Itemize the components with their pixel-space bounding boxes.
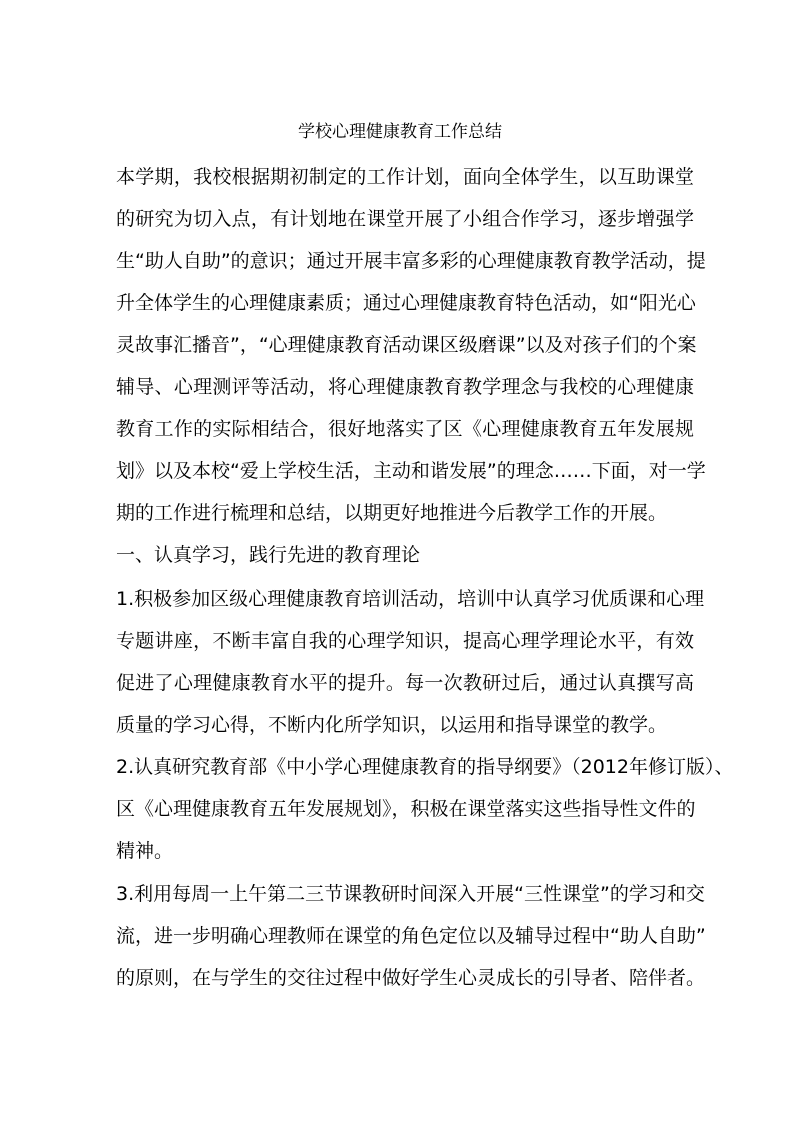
- item3-line: 流，进一步明确心理教师在课堂的角色定位以及辅导过程中“助人自助”: [116, 925, 706, 947]
- intro-line: 划》以及本校“爱上学校生活，主动和谐发展”的理念……下面，对一学: [116, 460, 706, 482]
- intro-line: 辅导、心理测评等活动，将心理健康教育教学理念与我校的心理健康: [116, 376, 694, 398]
- intro-line: 灵故事汇播音”，“心理健康教育活动课区级磨课”以及对孩子们的个案: [116, 334, 697, 356]
- item1-line: 专题讲座，不断丰富自我的心理学知识，提高心理学理论水平，有效: [116, 630, 694, 652]
- intro-line: 期的工作进行梳理和总结，以期更好地推进今后教学工作的开展。: [116, 502, 668, 524]
- document-title: 学校心理健康教育工作总结: [298, 122, 502, 142]
- item2-line: 2.认真研究教育部《中小学心理健康教育的指导纲要》（2012年修订版）、: [116, 756, 734, 778]
- intro-line: 的研究为切入点，有计划地在课堂开展了小组合作学习，逐步增强学: [116, 208, 694, 230]
- intro-line: 教育工作的实际相结合，很好地落实了区《心理健康教育五年发展规: [116, 418, 694, 440]
- item1-line: 1.积极参加区级心理健康教育培训活动，培训中认真学习优质课和心理: [116, 588, 705, 610]
- intro-line: 升全体学生的心理健康素质；通过心理健康教育特色活动，如“阳光心: [116, 292, 696, 314]
- item1-line: 质量的学习心得，不断内化所学知识，以运用和指导课堂的教学。: [116, 714, 668, 736]
- item3-line: 的原则，在与学生的交往过程中做好学生心灵成长的引导者、陪伴者。: [116, 967, 706, 989]
- section-heading: 一、认真学习，践行先进的教育理论: [116, 544, 421, 566]
- item2-line: 精神。: [116, 840, 174, 862]
- intro-line: 本学期，我校根据期初制定的工作计划，面向全体学生，以互助课堂: [116, 166, 694, 188]
- item3-line: 3.利用每周一上午第二三节课教研时间深入开展“三性课堂”的学习和交: [116, 883, 705, 905]
- intro-line: 生“助人自助”的意识；通过开展丰富多彩的心理健康教育教学活动，提: [116, 250, 706, 272]
- item1-line: 促进了心理健康教育水平的提升。每一次教研过后，通过认真撰写高: [116, 672, 694, 694]
- item2-line: 区《心理健康教育五年发展规划》，积极在课堂落实这些指导性文件的: [116, 798, 696, 820]
